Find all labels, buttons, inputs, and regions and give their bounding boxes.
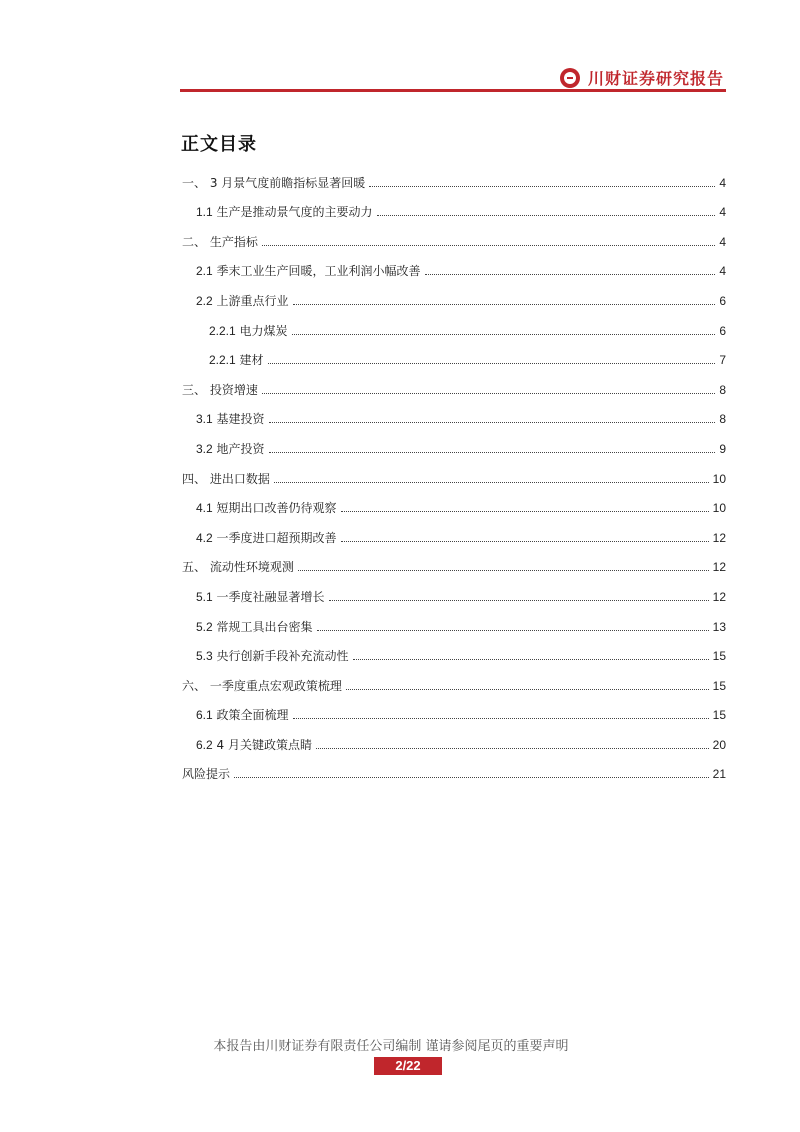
table-of-contents — [180, 160, 726, 781]
toc-entry[interactable] — [180, 308, 726, 338]
toc-entry-text: 生产指标 — [209, 234, 258, 249]
toc-entry-number: 3.1 — [196, 412, 213, 427]
toc-entry-text: 央行创新手段补充流动性 — [216, 649, 349, 664]
toc-entry-page: 12 — [712, 530, 726, 545]
toc-entry-page: 12 — [712, 560, 726, 575]
toc-entry-number: 三、 — [182, 382, 207, 397]
toc-entry-number: 六、 — [182, 678, 207, 693]
toc-entry[interactable] — [180, 486, 726, 516]
toc-entry[interactable] — [180, 574, 726, 604]
header-divider — [180, 89, 726, 92]
toc-entry-number: 3.2 — [196, 441, 213, 456]
toc-dot-leader — [268, 363, 716, 364]
toc-entry-page: 4 — [719, 234, 726, 249]
toc-entry[interactable] — [180, 545, 726, 575]
toc-entry-text: 风险提示 — [182, 767, 231, 782]
toc-entry-text: 3 月景气度前瞻指标显著回暖 — [209, 175, 366, 190]
toc-entry[interactable] — [180, 160, 726, 190]
toc-dot-leader — [341, 511, 709, 512]
toc-entry[interactable] — [180, 663, 726, 693]
toc-entry[interactable] — [180, 456, 726, 486]
toc-entry[interactable] — [180, 367, 726, 397]
toc-entry-page: 7 — [719, 353, 726, 368]
toc-entry-page: 4 — [719, 175, 726, 190]
toc-entry-number: 四、 — [182, 471, 207, 486]
toc-entry-page: 15 — [712, 708, 726, 723]
toc-entry-number: 1.1 — [196, 205, 213, 220]
toc-entry-number: 2.1 — [196, 264, 213, 279]
toc-entry-page: 9 — [719, 441, 726, 456]
toc-entry-text: 流动性环境观测 — [209, 560, 294, 575]
toc-entry-text: 地产投资 — [216, 441, 265, 456]
toc-entry[interactable] — [180, 338, 726, 368]
toc-entry-page: 8 — [719, 382, 726, 397]
toc-entry[interactable] — [180, 752, 726, 782]
toc-entry-label — [196, 294, 289, 308]
toc-entry-page: 15 — [712, 649, 726, 664]
toc-entry-page: 10 — [712, 501, 726, 516]
toc-entry-number: 5.2 — [196, 619, 213, 634]
toc-entry-number: 5.1 — [196, 589, 213, 604]
toc-dot-leader — [329, 600, 709, 601]
toc-entry-number: 2.2.1 — [209, 323, 236, 338]
toc-entry[interactable] — [180, 397, 726, 427]
toc-entry[interactable] — [180, 219, 726, 249]
toc-entry[interactable] — [180, 722, 726, 752]
toc-entry-label — [196, 590, 325, 604]
toc-entry-label — [182, 560, 294, 574]
toc-entry-label — [196, 620, 313, 634]
toc-entry-text: 基建投资 — [216, 412, 265, 427]
toc-entry-text: 生产是推动景气度的主要动力 — [216, 205, 373, 220]
toc-entry-label — [182, 767, 230, 781]
toc-entry-page: 20 — [712, 737, 726, 752]
toc-entry-number: 5.3 — [196, 649, 213, 664]
toc-entry-text: 政策全面梳理 — [216, 708, 289, 723]
toc-entry-number: 一、 — [182, 175, 207, 190]
toc-entry-label — [196, 412, 265, 426]
toc-entry-page: 8 — [719, 412, 726, 427]
footer-disclaimer: 本报告由川财证券有限责任公司编制 谨请参阅尾页的重要声明 — [213, 1039, 569, 1054]
page-header — [180, 62, 726, 92]
toc-entry[interactable] — [180, 515, 726, 545]
toc-entry[interactable] — [180, 278, 726, 308]
toc-entry-label — [182, 472, 270, 486]
toc-entry[interactable] — [180, 426, 726, 456]
toc-entry-label — [196, 649, 349, 663]
toc-entry-page: 12 — [712, 589, 726, 604]
toc-entry-number: 二、 — [182, 234, 207, 249]
toc-entry-page: 4 — [719, 205, 726, 220]
toc-dot-leader — [262, 393, 715, 394]
toc-dot-leader — [369, 186, 715, 187]
toc-entry-number: 6.2 — [196, 737, 213, 752]
toc-dot-leader — [269, 422, 716, 423]
toc-entry-text: 一季度社融显著增长 — [216, 589, 325, 604]
toc-entry-page: 15 — [712, 678, 726, 693]
chuancai-logo-icon — [560, 68, 580, 88]
toc-entry-text: 上游重点行业 — [216, 293, 289, 308]
toc-entry-text: 电力煤炭 — [239, 323, 288, 338]
toc-entry[interactable] — [180, 693, 726, 723]
toc-dot-leader — [317, 630, 709, 631]
toc-entry-text: 一季度重点宏观政策梳理 — [209, 678, 342, 693]
toc-entry-text: 常规工具出台密集 — [216, 619, 313, 634]
toc-entry-page: 6 — [719, 323, 726, 338]
toc-dot-leader — [298, 570, 709, 571]
toc-entry-label — [209, 324, 288, 338]
toc-entry-page: 10 — [712, 471, 726, 486]
toc-dot-leader — [293, 718, 709, 719]
toc-dot-leader — [377, 215, 716, 216]
toc-entry-label — [182, 383, 258, 397]
toc-entry[interactable] — [180, 249, 726, 279]
toc-entry[interactable] — [180, 604, 726, 634]
toc-entry-label — [196, 708, 289, 722]
toc-title: 正文目录 — [181, 134, 257, 155]
toc-entry-text: 进出口数据 — [209, 471, 270, 486]
toc-entry-number: 4.2 — [196, 530, 213, 545]
toc-entry-number: 五、 — [182, 560, 207, 575]
toc-dot-leader — [425, 274, 716, 275]
toc-dot-leader — [341, 541, 709, 542]
toc-entry-number: 6.1 — [196, 708, 213, 723]
toc-entry-label — [196, 205, 373, 219]
toc-entry[interactable] — [180, 190, 726, 220]
toc-dot-leader — [274, 482, 709, 483]
page-number-badge: 2/22 — [374, 1057, 442, 1075]
toc-entry-label — [209, 353, 264, 367]
toc-entry-label — [196, 442, 265, 456]
toc-entry-text: 一季度进口超预期改善 — [216, 530, 337, 545]
toc-entry-label — [182, 235, 258, 249]
toc-entry-label — [196, 501, 337, 515]
toc-entry-label — [196, 738, 312, 752]
toc-entry-label — [182, 679, 342, 693]
toc-dot-leader — [293, 304, 716, 305]
toc-entry-number: 4.1 — [196, 501, 213, 516]
toc-entry-label — [196, 531, 337, 545]
toc-entry-text: 4 月关键政策点睛 — [216, 737, 312, 752]
toc-entry-page: 6 — [719, 293, 726, 308]
toc-entry-page: 13 — [712, 619, 726, 634]
toc-dot-leader — [262, 245, 715, 246]
toc-dot-leader — [353, 659, 709, 660]
toc-entry-page: 4 — [719, 264, 726, 279]
toc-entry-number: 2.2.1 — [209, 353, 236, 368]
toc-entry-label — [182, 176, 365, 190]
toc-entry[interactable] — [180, 634, 726, 664]
brand-name: 川财证券研究报告 — [587, 69, 724, 88]
toc-dot-leader — [292, 334, 716, 335]
toc-entry-page: 21 — [712, 767, 726, 782]
toc-entry-text: 投资增速 — [209, 382, 258, 397]
toc-dot-leader — [316, 748, 709, 749]
toc-dot-leader — [234, 777, 709, 778]
toc-entry-number: 2.2 — [196, 293, 213, 308]
toc-entry-label — [196, 264, 421, 278]
toc-dot-leader — [346, 689, 709, 690]
toc-entry-text: 短期出口改善仍待观察 — [216, 501, 337, 516]
toc-entry-text: 季末工业生产回暖，工业利润小幅改善 — [216, 264, 421, 279]
toc-entry-text: 建材 — [239, 353, 264, 368]
brand — [560, 66, 724, 89]
toc-dot-leader — [269, 452, 716, 453]
